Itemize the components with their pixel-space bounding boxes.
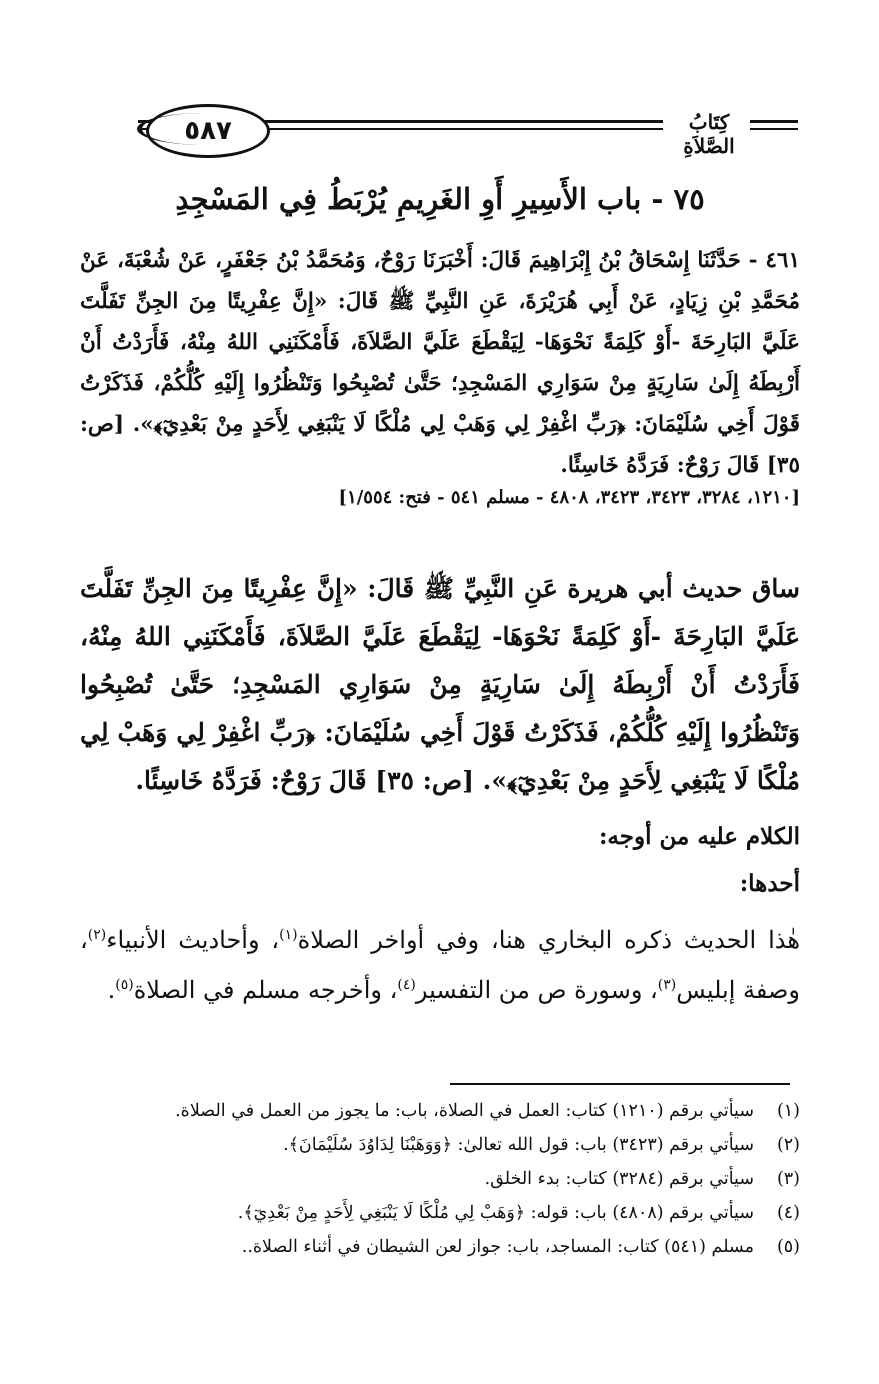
subsection-heading: أحدها: — [739, 870, 800, 897]
commentary-text: ، وسورة ص من التفسير — [415, 976, 658, 1004]
hadith-references: [١٢١٠، ٣٢٨٤، ٣٤٢٣، ٣٤٢٣، ٤٨٠٨ - مسلم ٥٤١ - فتح: ١/٥٥٤] — [338, 487, 800, 508]
footnote — [80, 1230, 800, 1264]
footnote-number: (٣) — [776, 1169, 800, 1189]
footnote-text: مسلم (٥٤١) كتاب: المساجد، باب: جواز لعن الشيطان في أثناء الصلاة.. — [241, 1237, 754, 1257]
footnote-number: (٥) — [776, 1237, 800, 1257]
page-number-oval — [146, 104, 270, 158]
page-header — [78, 98, 798, 162]
header-rule — [750, 128, 798, 130]
hadith-text: ٤٦١ - حَدَّثَنَا إِسْحَاقُ بْنُ إِبْرَاهِيمَ قَالَ: أَخْبَرَنَا رَوْحٌ، وَمُحَمَّدُ بْنُ جَعْفَرٍ، عَنْ شُعْبَةَ، عَنْ مُحَمَّدِ بْنِ زِيَادٍ، عَنْ أَبِي هُرَيْرَةَ، عَنِ النَّبِيِّ ﷺ قَالَ: «إِنَّ عِفْرِيتًا مِنَ الجِنِّ تَفَلَّتَ عَلَيَّ البَارِحَةَ -أَوْ كَلِمَةً نَحْوَهَا- لِيَقْطَعَ عَلَيَّ الصَّلاَةَ، فَأَمْكَنَنِي اللهُ مِنْهُ، فَأَرَدْتُ أَنْ أَرْبِطَهُ إِلَىٰ سَارِيَةٍ مِنْ سَوَارِي المَسْجِدِ؛ حَتَّىٰ تُصْبِحُوا وَتَنْظُرُوا إِلَيْهِ كُلُّكُمْ، فَذَكَرْتُ قَوْلَ أَخِي سُلَيْمَانَ: ﴿رَبِّ اغْفِرْ لِي وَهَبْ لِي مُلْكًا لَا يَنْبَغِي لِأَحَدٍ مِنْ بَعْدِيٓ﴾». [ص: ٣٥] قَالَ رَوْحٌ: فَرَدَّهُ خَاسِئًا. — [80, 248, 800, 478]
commentary-text: ، وصفة إبليس — [80, 926, 800, 1004]
footnote-text: سيأتي برقم (٣٢٨٤) كتاب: بدء الخلق. — [484, 1169, 754, 1189]
footnote-text: سيأتي برقم (١٢١٠) كتاب: العمل في الصلاة، باب: ما يجوز من العمل في الصلاة. — [175, 1101, 754, 1121]
footnote-marker[interactable]: (١) — [279, 927, 298, 943]
commentary-paragraph — [80, 915, 800, 1015]
footnote — [80, 1196, 800, 1230]
commentary-text: هٰذا الحديث ذكره البخاري هنا، وفي أواخر الصلاة — [297, 926, 801, 954]
commentary-text: . — [107, 976, 116, 1004]
page-number: ٥٨٧ — [184, 116, 232, 146]
header-rule — [750, 120, 798, 123]
footnote-separator — [450, 1083, 790, 1085]
header-rule — [263, 128, 663, 130]
commentary-text: ، وأخرجه مسلم في الصلاة — [133, 976, 398, 1004]
footnote — [80, 1094, 800, 1128]
footnote-number: (٢) — [776, 1135, 800, 1155]
narration-text: ساق حديث أبي هريرة عَنِ النَّبِيِّ ﷺ قَالَ: «إِنَّ عِفْرِيتًا مِنَ الجِنِّ تَفَلَّتَ عَلَيَّ البَارِحَةَ -أَوْ كَلِمَةً نَحْوَهَا- لِيَقْطَعَ عَلَيَّ الصَّلاَةَ، فَأَمْكَنَنِي اللهُ مِنْهُ، فَأَرَدْتُ أَنْ أَرْبِطَهُ إِلَىٰ سَارِيَةٍ مِنْ سَوَارِي المَسْجِدِ؛ حَتَّىٰ تُصْبِحُوا وَتَنْظُرُوا إِلَيْهِ كُلُّكُمْ، فَذَكَرْتُ قَوْلَ أَخِي سُلَيْمَانَ: ﴿رَبِّ اغْفِرْ لِي وَهَبْ لِي مُلْكًا لَا يَنْبَغِي لِأَحَدٍ مِنْ بَعْدِيٓ﴾». [ص: ٣٥] قَالَ رَوْحٌ: فَرَدَّهُ خَاسِئًا. — [80, 574, 800, 795]
footnote — [80, 1162, 800, 1196]
footnote — [80, 1128, 800, 1162]
footnote-marker[interactable]: (٤) — [397, 977, 416, 993]
running-title: كِتَابُ الصَّلاَةِ — [683, 110, 735, 158]
commentary-text: ، وأحاديث الأنبياء — [106, 926, 280, 954]
footnote-marker[interactable]: (٥) — [115, 977, 134, 993]
footnote-text: سيأتي برقم (٤٨٠٨) باب: قوله: ﴿وَهَبْ لِي مُلْكًا لَا يَنْبَغِي لِأَحَدٍ مِنْ بَعْدِيٓ﴾. — [237, 1203, 754, 1223]
footnote-marker[interactable]: (٣) — [657, 977, 677, 993]
header-rule — [263, 120, 663, 123]
footnote-marker[interactable]: (٢) — [87, 927, 107, 943]
section-heading: الكلام عليه من أوجه: — [598, 823, 800, 850]
chapter-title: ٧٥ - باب الأَسِيرِ أَوِ الغَرِيمِ يُرْبَطُ فِي المَسْجِدِ — [175, 182, 705, 216]
footnote-text: سيأتي برقم (٣٤٢٣) باب: قول الله تعالىٰ: ﴿وَوَهَبْنَا لِدَاوُدَ سُلَيْمَانَ﴾. — [283, 1135, 754, 1155]
footnote-number: (١) — [776, 1101, 800, 1121]
footnote-number: (٤) — [776, 1203, 800, 1223]
